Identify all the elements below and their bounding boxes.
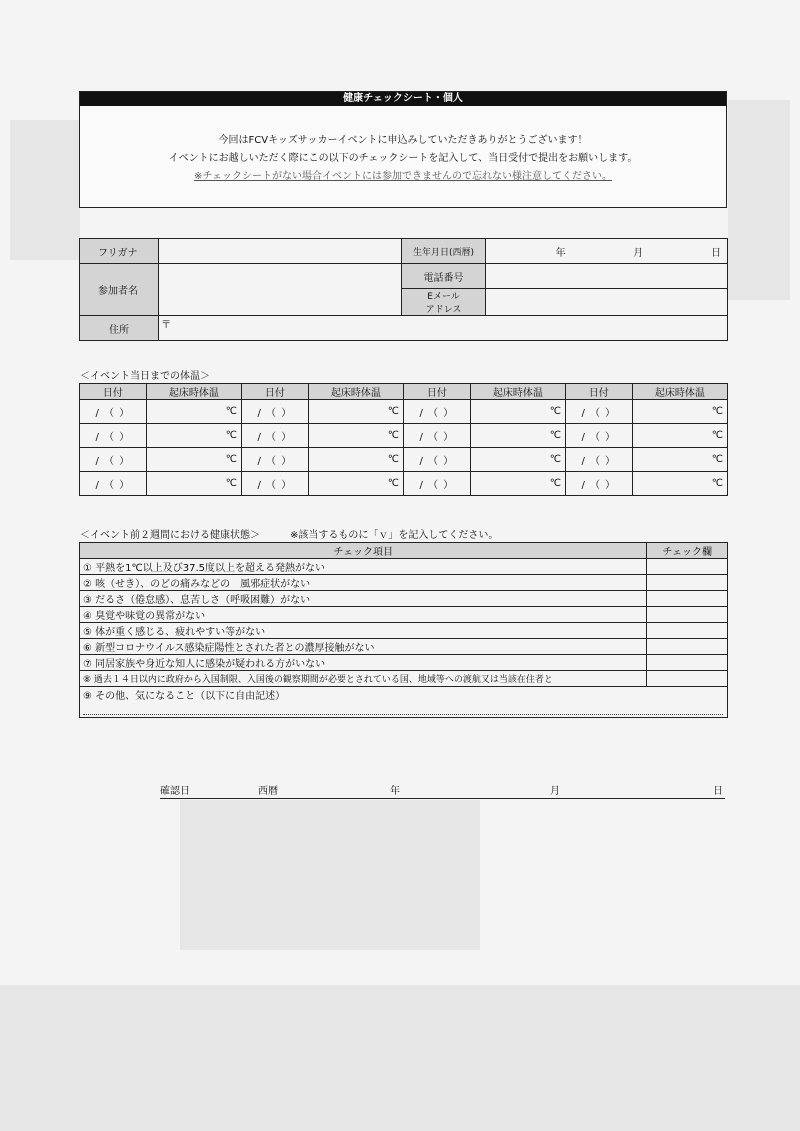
date-cell[interactable]: / （ ） bbox=[565, 424, 632, 448]
check-box-7[interactable] bbox=[647, 655, 728, 671]
check-row-6 bbox=[80, 639, 728, 655]
check-box-4[interactable] bbox=[647, 607, 728, 623]
temperature-table bbox=[79, 383, 728, 496]
temp-cell[interactable]: ℃ bbox=[146, 448, 241, 472]
check-row-9 bbox=[80, 687, 728, 718]
temp-cell[interactable]: ℃ bbox=[632, 400, 727, 424]
check-row-3 bbox=[80, 591, 728, 607]
confirm-year: 年 bbox=[390, 786, 400, 797]
check-item-4: ④ 臭覚や味覚の異常がない bbox=[80, 607, 647, 623]
check-box-8[interactable] bbox=[647, 671, 728, 687]
intro-line-1: 今回はFCVキッズサッカーイベントに申込みしていただきありがとうございます！ bbox=[218, 135, 588, 146]
col-date-4: 日付 bbox=[565, 384, 632, 400]
date-cell[interactable]: / （ ） bbox=[80, 400, 147, 424]
date-cell[interactable]: / （ ） bbox=[403, 424, 470, 448]
temp-row bbox=[80, 400, 728, 424]
check-row-2 bbox=[80, 575, 728, 591]
confirm-day: 日 bbox=[713, 786, 723, 797]
temp-cell[interactable]: ℃ bbox=[308, 448, 403, 472]
free-comment-line bbox=[83, 702, 723, 715]
check-row-8 bbox=[80, 671, 728, 687]
temp-cell[interactable]: ℃ bbox=[308, 472, 403, 496]
date-cell[interactable]: / （ ） bbox=[241, 448, 308, 472]
check-item-7: ⑦ 同居家族や身近な知人に感染が疑われる方がいない bbox=[80, 655, 647, 671]
temp-cell[interactable]: ℃ bbox=[632, 448, 727, 472]
col-temp-3: 起床時体温 bbox=[470, 384, 565, 400]
check-row-1 bbox=[80, 559, 728, 575]
check-item-1: ① 平熱を1℃以上及び37.5度以上を超える発熱がない bbox=[80, 559, 647, 575]
check-item-2: ② 咳（せき）、のどの痛みなどの 風邪症状がない bbox=[80, 575, 647, 591]
confirm-label: 確認日 bbox=[160, 786, 190, 797]
check-row-5 bbox=[80, 623, 728, 639]
check-box-6[interactable] bbox=[647, 639, 728, 655]
temp-cell[interactable]: ℃ bbox=[632, 472, 727, 496]
col-date-3: 日付 bbox=[403, 384, 470, 400]
temp-cell[interactable]: ℃ bbox=[308, 424, 403, 448]
date-cell[interactable]: / （ ） bbox=[80, 448, 147, 472]
email-label-line2: アドレス bbox=[425, 305, 462, 315]
check-item-8: ⑧ 過去１４日以内に政府から入国制限、入国後の観察期間が必要とされている国、地域等への渡航又は当該在住者と bbox=[80, 671, 647, 687]
participant-info-table bbox=[79, 238, 728, 341]
health-section-title: ＜イベント前２週間における健康状態＞ bbox=[80, 530, 260, 541]
birth-day-label: 日 bbox=[710, 247, 721, 259]
check-box-5[interactable] bbox=[647, 623, 728, 639]
col-check-item: チェック項目 bbox=[80, 543, 647, 559]
temp-cell[interactable]: ℃ bbox=[470, 448, 565, 472]
sheet-title: 健康チェックシート・個人 bbox=[80, 92, 726, 106]
intro-note: ※チェックシートがない場合イベントには参加できませんので忘れない様注意してください。 bbox=[193, 171, 613, 182]
participant-name-field[interactable] bbox=[159, 264, 402, 316]
check-row-4 bbox=[80, 607, 728, 623]
col-date-2: 日付 bbox=[241, 384, 308, 400]
health-section-instruction: ※該当するものに「ｖ」を記入してください。 bbox=[290, 530, 499, 541]
background-bleed-footer bbox=[0, 985, 800, 1131]
check-item-3: ③ だるさ（倦怠感）、息苦しさ（呼吸困難）がない bbox=[80, 591, 647, 607]
birth-month-label: 月 bbox=[633, 247, 644, 259]
date-cell[interactable]: / （ ） bbox=[241, 424, 308, 448]
email-field[interactable] bbox=[485, 289, 727, 316]
furigana-field[interactable] bbox=[159, 239, 402, 264]
temp-cell[interactable]: ℃ bbox=[632, 424, 727, 448]
phone-label: 電話番号 bbox=[402, 264, 485, 289]
health-check-table bbox=[79, 542, 728, 718]
address-label: 住所 bbox=[80, 316, 159, 341]
col-date-1: 日付 bbox=[80, 384, 147, 400]
birth-year-label: 年 bbox=[555, 247, 566, 259]
col-temp-4: 起床時体温 bbox=[632, 384, 727, 400]
date-cell[interactable]: / （ ） bbox=[565, 472, 632, 496]
temp-row bbox=[80, 424, 728, 448]
check-box-3[interactable] bbox=[647, 591, 728, 607]
header-box bbox=[79, 91, 727, 208]
background-bleed-bottom bbox=[180, 800, 480, 950]
address-field[interactable] bbox=[159, 316, 728, 341]
background-bleed-top bbox=[10, 120, 80, 260]
temp-cell[interactable]: ℃ bbox=[146, 400, 241, 424]
confirm-month: 月 bbox=[550, 786, 560, 797]
date-cell[interactable]: / （ ） bbox=[403, 448, 470, 472]
temp-cell[interactable]: ℃ bbox=[470, 472, 565, 496]
date-cell[interactable]: / （ ） bbox=[403, 472, 470, 496]
date-cell[interactable]: / （ ） bbox=[241, 472, 308, 496]
birthdate-field[interactable] bbox=[485, 239, 727, 264]
background-bleed-right bbox=[728, 100, 790, 300]
email-label bbox=[402, 289, 485, 316]
intro-line-2: イベントにお越しいただく際にこの以下のチェックシートを記入して、当日受付で提出をお願いします。 bbox=[168, 153, 638, 164]
free-comment-field[interactable] bbox=[80, 687, 728, 718]
temp-cell[interactable]: ℃ bbox=[146, 424, 241, 448]
birthdate-label: 生年月日(西暦) bbox=[402, 239, 485, 264]
confirm-era: 西暦 bbox=[258, 786, 278, 797]
check-item-5: ⑤ 体が重く感じる、疲れやすい等がない bbox=[80, 623, 647, 639]
temp-cell[interactable]: ℃ bbox=[470, 400, 565, 424]
col-check-box: チェック欄 bbox=[647, 543, 728, 559]
temp-row bbox=[80, 448, 728, 472]
date-cell[interactable]: / （ ） bbox=[565, 448, 632, 472]
confirmation-date-row[interactable] bbox=[160, 780, 725, 799]
date-cell[interactable]: / （ ） bbox=[80, 424, 147, 448]
check-row-7 bbox=[80, 655, 728, 671]
check-box-1[interactable] bbox=[647, 559, 728, 575]
temp-cell[interactable]: ℃ bbox=[308, 400, 403, 424]
col-temp-2: 起床時体温 bbox=[308, 384, 403, 400]
participant-name-label: 参加者名 bbox=[80, 264, 159, 316]
temp-cell[interactable]: ℃ bbox=[146, 472, 241, 496]
postal-mark: 〒 bbox=[161, 320, 172, 331]
temperature-section-title: ＜イベント当日までの体温＞ bbox=[80, 371, 210, 382]
check-item-9: ⑨ その他、気になること（以下に自由記述） bbox=[83, 691, 286, 702]
col-temp-1: 起床時体温 bbox=[146, 384, 241, 400]
date-cell[interactable]: / （ ） bbox=[403, 400, 470, 424]
date-cell[interactable]: / （ ） bbox=[565, 400, 632, 424]
furigana-label: フリガナ bbox=[80, 239, 159, 264]
email-label-line1: Eメール bbox=[427, 292, 460, 302]
date-cell[interactable]: / （ ） bbox=[241, 400, 308, 424]
temp-row bbox=[80, 472, 728, 496]
date-cell[interactable]: / （ ） bbox=[80, 472, 147, 496]
check-box-2[interactable] bbox=[647, 575, 728, 591]
temp-cell[interactable]: ℃ bbox=[470, 424, 565, 448]
check-item-6: ⑥ 新型コロナウイルス感染症陽性とされた者との濃厚接触がない bbox=[80, 639, 647, 655]
phone-field[interactable] bbox=[485, 264, 727, 289]
